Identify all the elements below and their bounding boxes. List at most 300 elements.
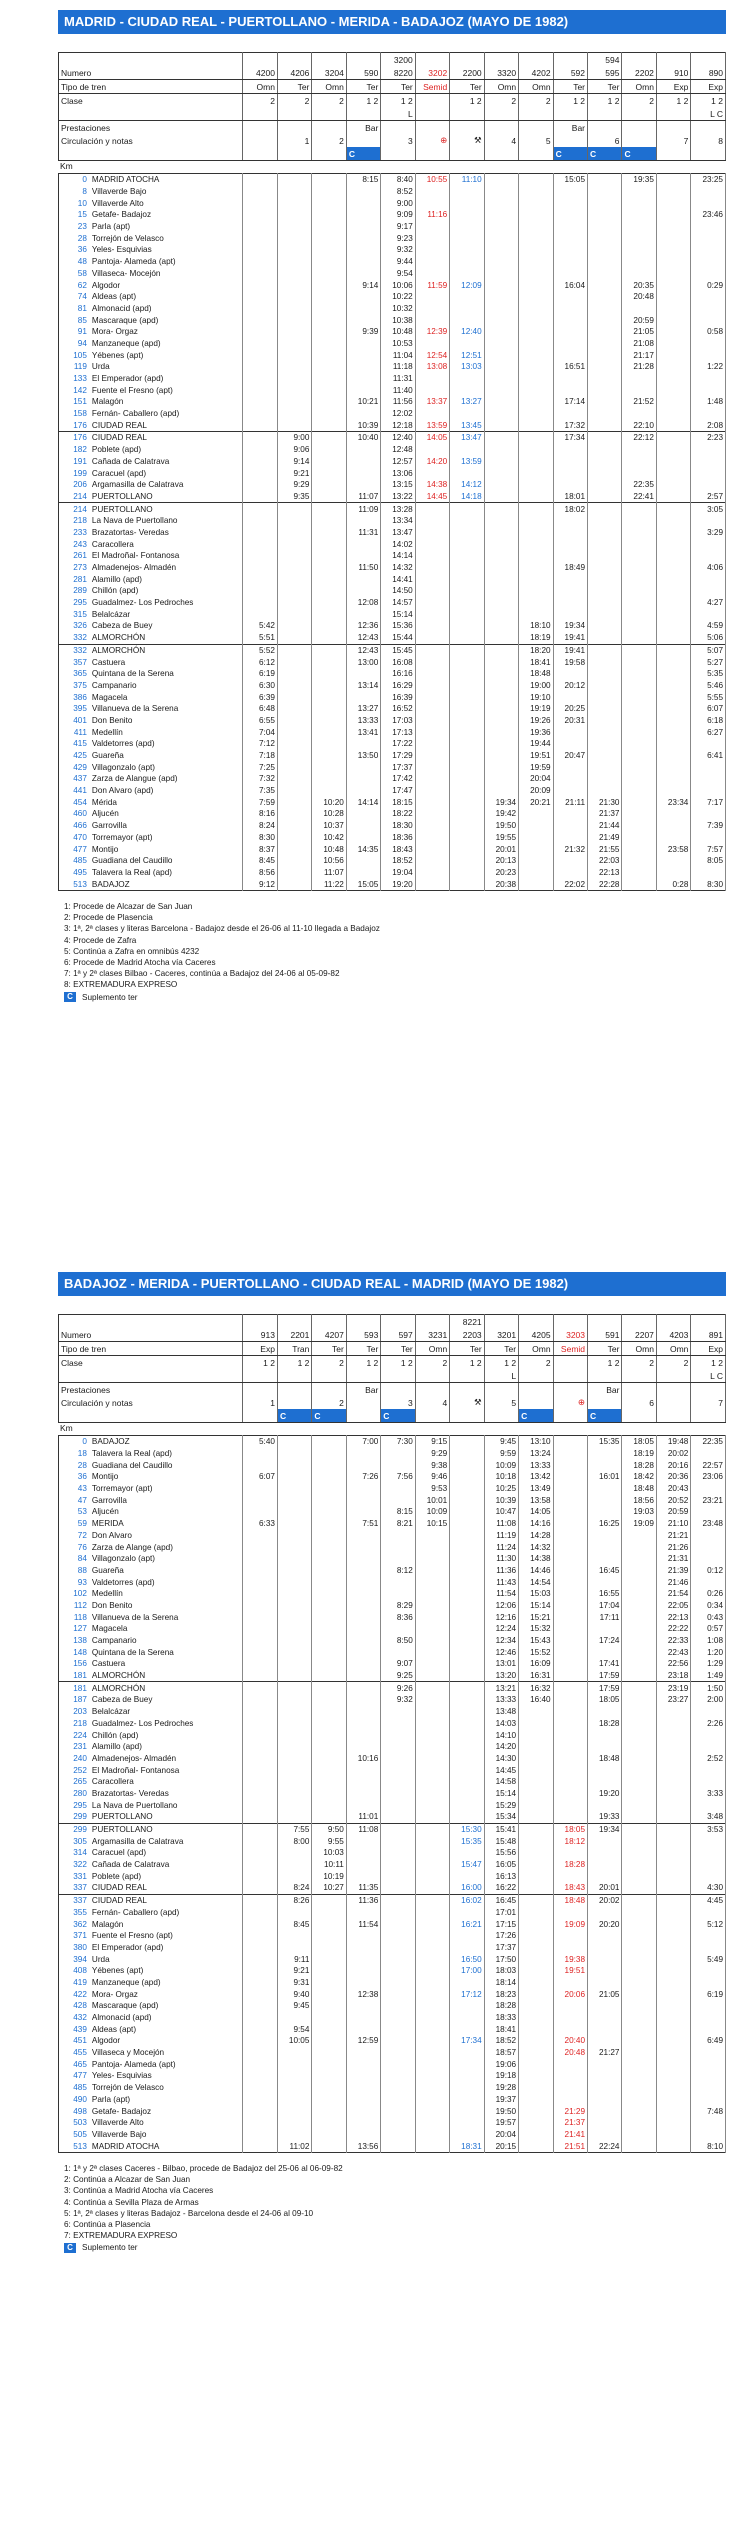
table-row xyxy=(59,1799,726,1811)
header-cell xyxy=(243,121,277,135)
header-label xyxy=(59,1315,243,1329)
time-cell xyxy=(346,820,380,832)
time-cell xyxy=(656,2000,690,2012)
time-cell xyxy=(553,244,587,256)
time-cell xyxy=(519,808,553,820)
time-cell xyxy=(484,644,518,656)
station-cell: Chillón (apd) xyxy=(89,585,243,597)
km-cell: 182 xyxy=(73,445,87,455)
time-cell: 15:36 xyxy=(381,620,415,632)
time-cell xyxy=(346,668,380,680)
time-cell xyxy=(243,479,277,491)
table-row xyxy=(59,1741,726,1753)
time-cell xyxy=(588,715,622,727)
km-cell: 513 xyxy=(73,879,87,889)
time-cell xyxy=(656,221,690,233)
time-cell: 2:57 xyxy=(691,491,726,503)
time-cell xyxy=(519,2058,553,2070)
time-cell: 20:48 xyxy=(622,291,656,303)
time-cell: 17:03 xyxy=(381,715,415,727)
station-cell: Villanueva de la Serena xyxy=(89,1611,243,1623)
station-cell: Poblete (apd) xyxy=(89,444,243,456)
time-cell: 16:16 xyxy=(381,668,415,680)
header-cell: C xyxy=(519,1409,553,1423)
time-cell xyxy=(519,855,553,867)
time-cell xyxy=(622,209,656,221)
table-row xyxy=(59,1694,726,1706)
time-cell xyxy=(346,268,380,280)
time-cell: 22:13 xyxy=(588,867,622,879)
station-cell: Campanario xyxy=(89,1635,243,1647)
km-cell: 498 xyxy=(73,2106,87,2116)
table-row xyxy=(59,361,726,373)
time-cell xyxy=(415,1646,449,1658)
time-cell: 8:16 xyxy=(243,808,277,820)
header-label xyxy=(59,1369,243,1383)
time-cell: 10:15 xyxy=(415,1518,449,1530)
time-cell xyxy=(484,197,518,209)
station-cell: Cañada de Calatrava xyxy=(89,1859,243,1871)
time-cell xyxy=(656,1847,690,1859)
header-cell: 1 2 xyxy=(243,1356,277,1370)
time-cell: 15:30 xyxy=(450,1823,484,1835)
km-cell: 203 xyxy=(73,1707,87,1717)
time-cell: 20:02 xyxy=(656,1448,690,1460)
time-cell: 9:39 xyxy=(346,326,380,338)
time-cell xyxy=(484,373,518,385)
time-cell: 18:05 xyxy=(622,1436,656,1448)
time-cell xyxy=(622,820,656,832)
header-cell xyxy=(346,134,380,147)
table-row xyxy=(59,761,726,773)
header-cell xyxy=(415,121,449,135)
station-cell: Malagón xyxy=(89,1918,243,1930)
time-cell xyxy=(346,1576,380,1588)
time-cell xyxy=(243,2105,277,2117)
time-cell xyxy=(381,1541,415,1553)
header-cell: Omn xyxy=(415,1342,449,1356)
time-cell: 15:35 xyxy=(588,1436,622,1448)
time-cell xyxy=(415,1788,449,1800)
km-cell: 187 xyxy=(73,1695,87,1705)
time-cell xyxy=(415,1965,449,1977)
time-cell: 14:54 xyxy=(519,1576,553,1588)
time-cell xyxy=(243,221,277,233)
time-cell xyxy=(553,550,587,562)
time-cell xyxy=(450,703,484,715)
time-cell: 10:05 xyxy=(277,2035,311,2047)
supplement-swatch-icon: C xyxy=(64,992,76,1002)
time-cell: 12:40 xyxy=(381,432,415,444)
time-cell xyxy=(691,1764,726,1776)
time-cell xyxy=(691,349,726,361)
time-cell: 11:30 xyxy=(484,1553,518,1565)
header-cell: 1 2 xyxy=(484,1356,518,1370)
time-cell xyxy=(553,820,587,832)
header-cell: Bar xyxy=(346,121,380,135)
km-cell: 371 xyxy=(73,1931,87,1941)
time-cell: 15:43 xyxy=(519,1635,553,1647)
time-cell: 11:18 xyxy=(381,361,415,373)
time-cell xyxy=(519,832,553,844)
time-cell xyxy=(450,773,484,785)
time-cell xyxy=(622,550,656,562)
station-cell: Talavera la Real (apd) xyxy=(89,867,243,879)
time-cell xyxy=(312,1670,346,1682)
time-cell xyxy=(346,773,380,785)
time-cell xyxy=(553,2082,587,2094)
time-cell: 12:59 xyxy=(346,2035,380,2047)
time-cell xyxy=(243,2012,277,2024)
time-cell xyxy=(553,373,587,385)
km-cell: 93 xyxy=(77,1577,87,1587)
time-cell xyxy=(277,620,311,632)
header-cell: 3 xyxy=(381,1396,415,1409)
header-cell: 1 2 xyxy=(346,1356,380,1370)
header-table xyxy=(58,52,726,161)
note-item: 4: Continúa a Sevilla Plaza de Armas xyxy=(64,2197,199,2207)
time-cell xyxy=(346,479,380,491)
header-cell: 591 xyxy=(588,1328,622,1342)
time-cell xyxy=(622,2023,656,2035)
time-cell: 14:45 xyxy=(415,491,449,503)
time-cell xyxy=(622,1694,656,1706)
time-cell: 14:45 xyxy=(484,1764,518,1776)
time-cell xyxy=(450,2082,484,2094)
time-cell: 18:48 xyxy=(553,1894,587,1906)
time-cell xyxy=(588,538,622,550)
header-row-clase xyxy=(59,1356,726,1370)
time-cell: 2:23 xyxy=(691,432,726,444)
time-cell: 6:30 xyxy=(243,680,277,692)
time-cell xyxy=(381,2140,415,2152)
header-cell: 2 xyxy=(622,1356,656,1370)
time-cell: 18:42 xyxy=(622,1471,656,1483)
km-cell: 88 xyxy=(77,1565,87,1575)
time-cell xyxy=(622,1847,656,1859)
time-cell xyxy=(450,338,484,350)
header-label: Prestaciones xyxy=(59,121,243,135)
time-cell xyxy=(519,444,553,456)
time-cell xyxy=(381,2117,415,2129)
header-cell: 3 xyxy=(381,134,415,147)
time-cell: 13:34 xyxy=(381,515,415,527)
time-cell xyxy=(656,456,690,468)
time-cell: 20:04 xyxy=(484,2129,518,2141)
time-cell xyxy=(553,314,587,326)
time-cell: 18:02 xyxy=(553,503,587,515)
time-cell xyxy=(243,314,277,326)
time-cell xyxy=(691,1870,726,1882)
time-cell: 6:12 xyxy=(243,656,277,668)
time-cell: 10:48 xyxy=(312,843,346,855)
time-cell xyxy=(553,1436,587,1448)
header-cell xyxy=(553,53,587,67)
time-cell xyxy=(553,232,587,244)
time-cell xyxy=(656,750,690,762)
time-cell xyxy=(588,750,622,762)
table-row xyxy=(59,668,726,680)
time-cell xyxy=(484,396,518,408)
km-cell: 490 xyxy=(73,2094,87,2104)
time-cell xyxy=(277,573,311,585)
header-cell: 7 xyxy=(691,1396,726,1409)
time-cell xyxy=(484,384,518,396)
time-cell xyxy=(656,644,690,656)
time-cell: 0:28 xyxy=(656,878,690,890)
header-cell: C xyxy=(588,1409,622,1423)
time-cell xyxy=(588,656,622,668)
time-cell xyxy=(243,244,277,256)
time-cell xyxy=(656,738,690,750)
time-cell xyxy=(656,867,690,879)
time-cell xyxy=(415,1670,449,1682)
time-cell: 21:08 xyxy=(622,338,656,350)
time-cell: 18:31 xyxy=(450,2140,484,2152)
time-cell xyxy=(622,456,656,468)
time-cell xyxy=(519,186,553,198)
station-cell: CIUDAD REAL xyxy=(89,419,243,431)
time-cell: 20:02 xyxy=(588,1894,622,1906)
time-cell xyxy=(346,550,380,562)
header-cell: Exp xyxy=(243,1342,277,1356)
time-cell: 19:51 xyxy=(519,750,553,762)
time-cell: 20:04 xyxy=(519,773,553,785)
time-cell: 20:20 xyxy=(588,1918,622,1930)
time-cell xyxy=(519,550,553,562)
time-cell xyxy=(346,761,380,773)
header-cell: 2 xyxy=(312,134,346,147)
header-cell xyxy=(346,1315,380,1329)
time-cell xyxy=(346,2058,380,2070)
station-cell: Talavera la Real (apd) xyxy=(89,1448,243,1460)
time-cell xyxy=(415,1918,449,1930)
header-row-cmark xyxy=(59,1409,726,1423)
time-cell xyxy=(450,691,484,703)
time-cell xyxy=(277,186,311,198)
time-cell: 7:35 xyxy=(243,785,277,797)
station-cell: Magacela xyxy=(89,691,243,703)
time-cell xyxy=(588,1741,622,1753)
time-cell xyxy=(312,1635,346,1647)
time-cell xyxy=(381,1448,415,1460)
header-cell xyxy=(450,121,484,135)
time-cell xyxy=(312,1682,346,1694)
time-cell xyxy=(553,1729,587,1741)
header-cell: C xyxy=(346,147,380,161)
note-item: 2: Continúa a Alcazar de San Juan xyxy=(64,2175,191,2185)
time-cell: 1:20 xyxy=(691,1646,726,1658)
time-cell: 21:49 xyxy=(588,832,622,844)
time-cell xyxy=(484,256,518,268)
header-cell xyxy=(622,1315,656,1329)
header-cell: 2 xyxy=(484,94,518,108)
time-cell xyxy=(312,761,346,773)
time-cell xyxy=(519,467,553,479)
station-cell: Villaverde Alto xyxy=(89,2117,243,2129)
table-row xyxy=(59,456,726,468)
time-cell xyxy=(519,384,553,396)
time-cell xyxy=(312,726,346,738)
header-cell xyxy=(243,107,277,121)
time-cell xyxy=(312,515,346,527)
time-cell xyxy=(415,1764,449,1776)
table-row xyxy=(59,2058,726,2070)
time-cell xyxy=(450,808,484,820)
time-cell xyxy=(588,186,622,198)
km-cell: 218 xyxy=(73,1718,87,1728)
time-cell xyxy=(450,1623,484,1635)
time-cell xyxy=(312,256,346,268)
time-cell xyxy=(656,1977,690,1989)
time-cell xyxy=(346,1847,380,1859)
header-cell: 4203 xyxy=(656,1328,690,1342)
time-cell xyxy=(691,832,726,844)
time-cell: 10:48 xyxy=(381,326,415,338)
time-cell xyxy=(588,550,622,562)
header-cell: ⊕ xyxy=(553,1396,587,1409)
time-cell: 14:05 xyxy=(519,1506,553,1518)
time-cell: 7:12 xyxy=(243,738,277,750)
time-cell xyxy=(588,174,622,186)
time-cell xyxy=(346,867,380,879)
time-cell xyxy=(656,503,690,515)
time-cell xyxy=(553,808,587,820)
time-cell xyxy=(243,1907,277,1919)
time-cell xyxy=(588,1729,622,1741)
time-cell xyxy=(381,1588,415,1600)
header-cell xyxy=(622,53,656,67)
header-cell xyxy=(691,1315,726,1329)
header-cell xyxy=(484,121,518,135)
time-cell xyxy=(656,2012,690,2024)
km-cell: 102 xyxy=(73,1589,87,1599)
km-cell: 470 xyxy=(73,832,87,842)
table-row xyxy=(59,2000,726,2012)
time-cell: 14:32 xyxy=(381,562,415,574)
time-cell xyxy=(519,2117,553,2129)
time-cell: 19:09 xyxy=(553,1918,587,1930)
time-cell xyxy=(277,326,311,338)
time-cell xyxy=(656,268,690,280)
table-row xyxy=(59,632,726,644)
time-cell: 23:34 xyxy=(656,796,690,808)
time-cell: 18:56 xyxy=(622,1494,656,1506)
time-cell xyxy=(277,2129,311,2141)
time-cell xyxy=(243,2035,277,2047)
time-cell: 16:08 xyxy=(381,656,415,668)
time-cell xyxy=(415,538,449,550)
km-cell: 53 xyxy=(77,1507,87,1517)
time-cell: 23:58 xyxy=(656,843,690,855)
header-cell xyxy=(656,107,690,121)
time-cell: 17:34 xyxy=(553,432,587,444)
time-cell xyxy=(622,1576,656,1588)
time-cell xyxy=(450,2058,484,2070)
time-cell xyxy=(553,268,587,280)
km-cell: 460 xyxy=(73,809,87,819)
time-cell: 18:12 xyxy=(553,1835,587,1847)
time-cell xyxy=(588,1776,622,1788)
time-cell xyxy=(415,1718,449,1730)
time-cell xyxy=(656,527,690,539)
time-cell xyxy=(277,408,311,420)
time-cell xyxy=(519,538,553,550)
time-cell xyxy=(519,608,553,620)
train-header xyxy=(58,1314,726,1423)
time-cell xyxy=(691,785,726,797)
time-cell: 19:26 xyxy=(519,715,553,727)
time-cell xyxy=(622,1811,656,1823)
table-row xyxy=(59,1658,726,1670)
time-cell xyxy=(656,538,690,550)
header-cell: Omn xyxy=(622,1342,656,1356)
time-cell xyxy=(622,573,656,585)
time-cell xyxy=(415,2023,449,2035)
header-label: Numero xyxy=(59,1328,243,1342)
header-label: Tipo de tren xyxy=(59,80,243,94)
time-cell xyxy=(277,361,311,373)
time-cell xyxy=(277,1718,311,1730)
time-cell: 11:40 xyxy=(381,384,415,396)
table-row xyxy=(59,2140,726,2152)
time-cell xyxy=(691,738,726,750)
time-cell: 10:03 xyxy=(312,1847,346,1859)
time-cell xyxy=(450,785,484,797)
header-cell: 1 2 xyxy=(553,94,587,108)
time-cell xyxy=(346,832,380,844)
time-cell xyxy=(588,2082,622,2094)
time-cell: 17:59 xyxy=(588,1670,622,1682)
time-cell xyxy=(415,867,449,879)
header-cell: 1 2 xyxy=(656,94,690,108)
note-item: 8: EXTREMADURA EXPRESO xyxy=(64,980,178,990)
header-cell xyxy=(622,1409,656,1423)
header-cell xyxy=(346,1396,380,1409)
station-cell: Cañada de Calatrava xyxy=(89,456,243,468)
header-cell xyxy=(519,1369,553,1383)
time-cell xyxy=(312,349,346,361)
time-cell xyxy=(243,1918,277,1930)
time-cell: 4:45 xyxy=(691,1894,726,1906)
time-cell xyxy=(415,1576,449,1588)
time-cell: 11:08 xyxy=(346,1823,380,1835)
time-cell xyxy=(346,1965,380,1977)
time-cell xyxy=(553,1930,587,1942)
time-cell xyxy=(450,1753,484,1765)
time-cell xyxy=(415,384,449,396)
time-cell xyxy=(243,1611,277,1623)
station-cell: PUERTOLLANO xyxy=(89,1811,243,1823)
time-cell xyxy=(691,773,726,785)
time-cell xyxy=(450,2012,484,2024)
table-row xyxy=(59,1811,726,1823)
time-cell xyxy=(277,373,311,385)
time-cell xyxy=(656,1870,690,1882)
table-row xyxy=(59,2094,726,2106)
time-cell: 21:17 xyxy=(622,349,656,361)
time-cell xyxy=(277,1541,311,1553)
time-cell xyxy=(346,1953,380,1965)
time-cell: 15:47 xyxy=(450,1859,484,1871)
header-cell xyxy=(277,107,311,121)
time-cell xyxy=(622,232,656,244)
time-cell xyxy=(519,1799,553,1811)
km-cell: 240 xyxy=(73,1753,87,1763)
time-cell: 17:37 xyxy=(484,1942,518,1954)
time-cell xyxy=(519,2129,553,2141)
station-cell: ALMORCHÓN xyxy=(89,1682,243,1694)
